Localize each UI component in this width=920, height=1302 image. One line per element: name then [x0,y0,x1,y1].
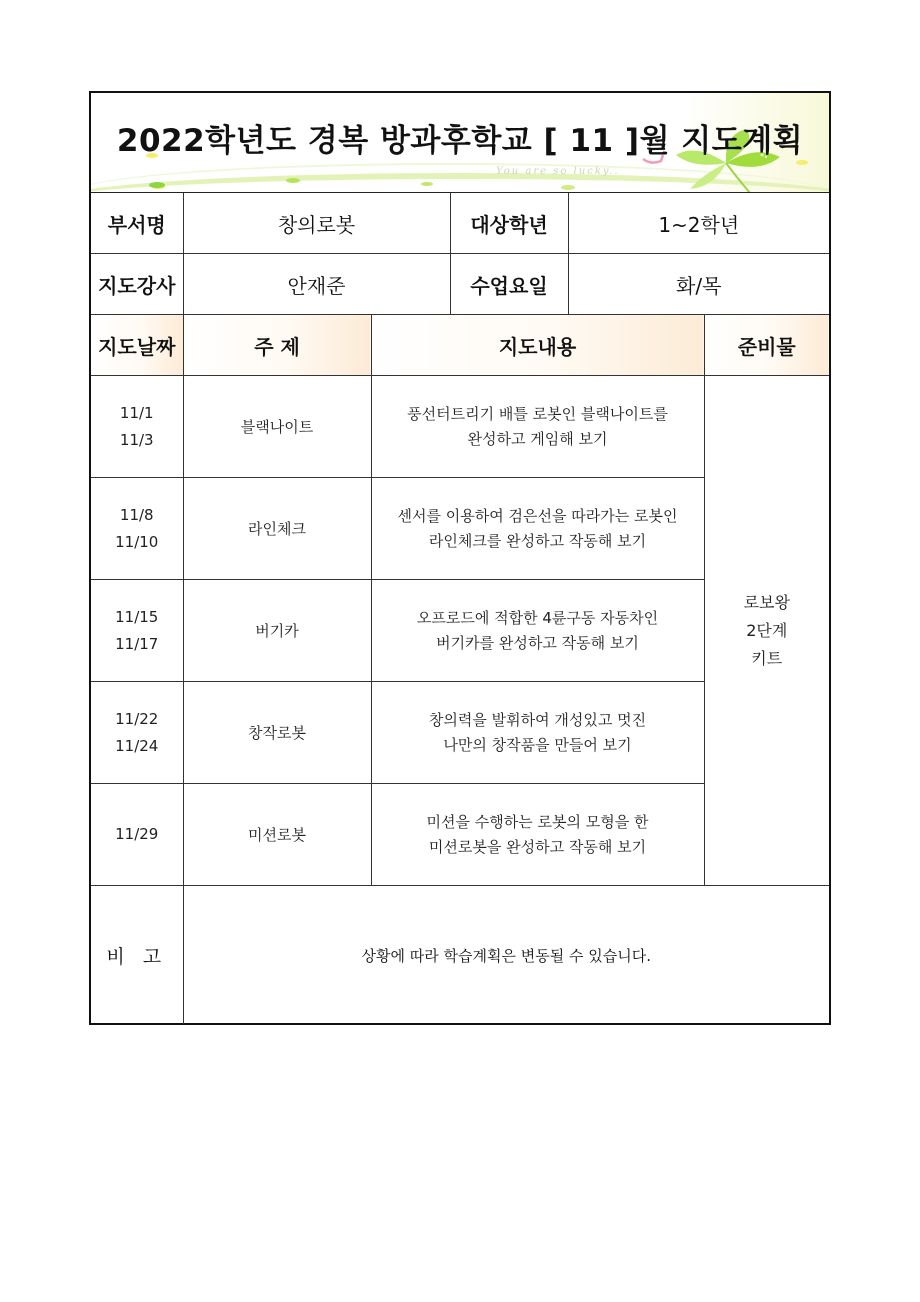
date-text: 11/22 [115,709,159,728]
info-row-department [91,193,829,254]
class-days-label: 수업요일 [450,254,568,315]
content-text: 창의력을 발휘하여 개성있고 멋진 [428,710,647,729]
target-grade-value: 1~2학년 [568,193,829,254]
instructor-value: 안재준 [183,254,450,315]
materials-text: 키트 [751,648,783,668]
table-row [91,376,829,478]
column-header-materials: 준비물 [704,315,829,376]
banner-script-text: You are so lucky.. [496,166,620,177]
green-dot-decoration [421,182,433,186]
content-cell [371,376,704,478]
target-grade-label: 대상학년 [450,193,568,254]
content-cell [371,478,704,580]
note-label: 비 고 [91,886,183,1025]
content-cell [371,682,704,784]
topic-cell: 미션로봇 [183,784,371,886]
title-banner [91,93,829,193]
instructor-label: 지도강사 [91,254,183,315]
date-cell [91,784,183,886]
date-text: 11/29 [115,825,159,843]
date-text: 11/15 [115,607,159,626]
date-cell [91,376,183,478]
page-title: 2022학년도 경복 방과후학교 [ 11 ]월 지도계획 [116,123,804,159]
column-header-content: 지도내용 [371,315,704,376]
green-dot-decoration [286,178,300,183]
note-text: 상황에 따라 학습계획은 변동될 수 있습니다. [183,886,829,1025]
date-text: 11/10 [115,532,159,551]
date-text: 11/3 [119,430,154,449]
content-text: 나만의 창작품을 만들어 보기 [443,735,632,754]
date-text: 11/24 [115,736,159,755]
content-text: 라인체크를 완성하고 작동해 보기 [428,531,647,550]
content-text: 센서를 이용하여 검은선을 따라가는 로봇인 [397,506,678,525]
green-dot-decoration [149,182,165,188]
date-text: 11/17 [115,634,159,653]
class-days-value: 화/목 [568,254,829,315]
topic-cell: 블랙나이트 [183,376,371,478]
content-text: 오프로드에 적합한 4륜구동 자동차인 [416,608,659,627]
topic-cell: 라인체크 [183,478,371,580]
content-cell [371,784,704,886]
green-dot-decoration [561,185,575,190]
content-text: 미션로봇을 완성하고 작동해 보기 [428,837,647,856]
materials-text: 로보왕 [743,592,790,612]
column-header-date: 지도날짜 [91,315,183,376]
content-text: 미션을 수행하는 로봇의 모형을 한 [426,812,649,831]
info-table [91,193,829,315]
column-header-topic: 주 제 [183,315,371,376]
content-cell [371,580,704,682]
materials-text: 2단계 [746,620,788,640]
monthly-plan-document [89,91,831,1025]
content-text: 풍선터트리기 배틀 로봇인 블랙나이트를 [407,404,668,423]
date-cell [91,478,183,580]
topic-cell: 버기카 [183,580,371,682]
content-text: 버기카를 완성하고 작동해 보기 [436,633,639,652]
content-text: 완성하고 게임해 보기 [467,429,608,448]
note-row [91,886,829,1025]
date-text: 11/8 [119,505,154,524]
department-label: 부서명 [91,193,183,254]
date-cell [91,682,183,784]
topic-cell: 창작로봇 [183,682,371,784]
yellow-dot-decoration [796,160,808,165]
date-text: 11/1 [119,403,154,422]
info-row-instructor [91,254,829,315]
materials-cell [704,376,829,886]
plan-header-row [91,315,829,376]
plan-table [91,315,829,1024]
department-value: 창의로봇 [183,193,450,254]
date-cell [91,580,183,682]
